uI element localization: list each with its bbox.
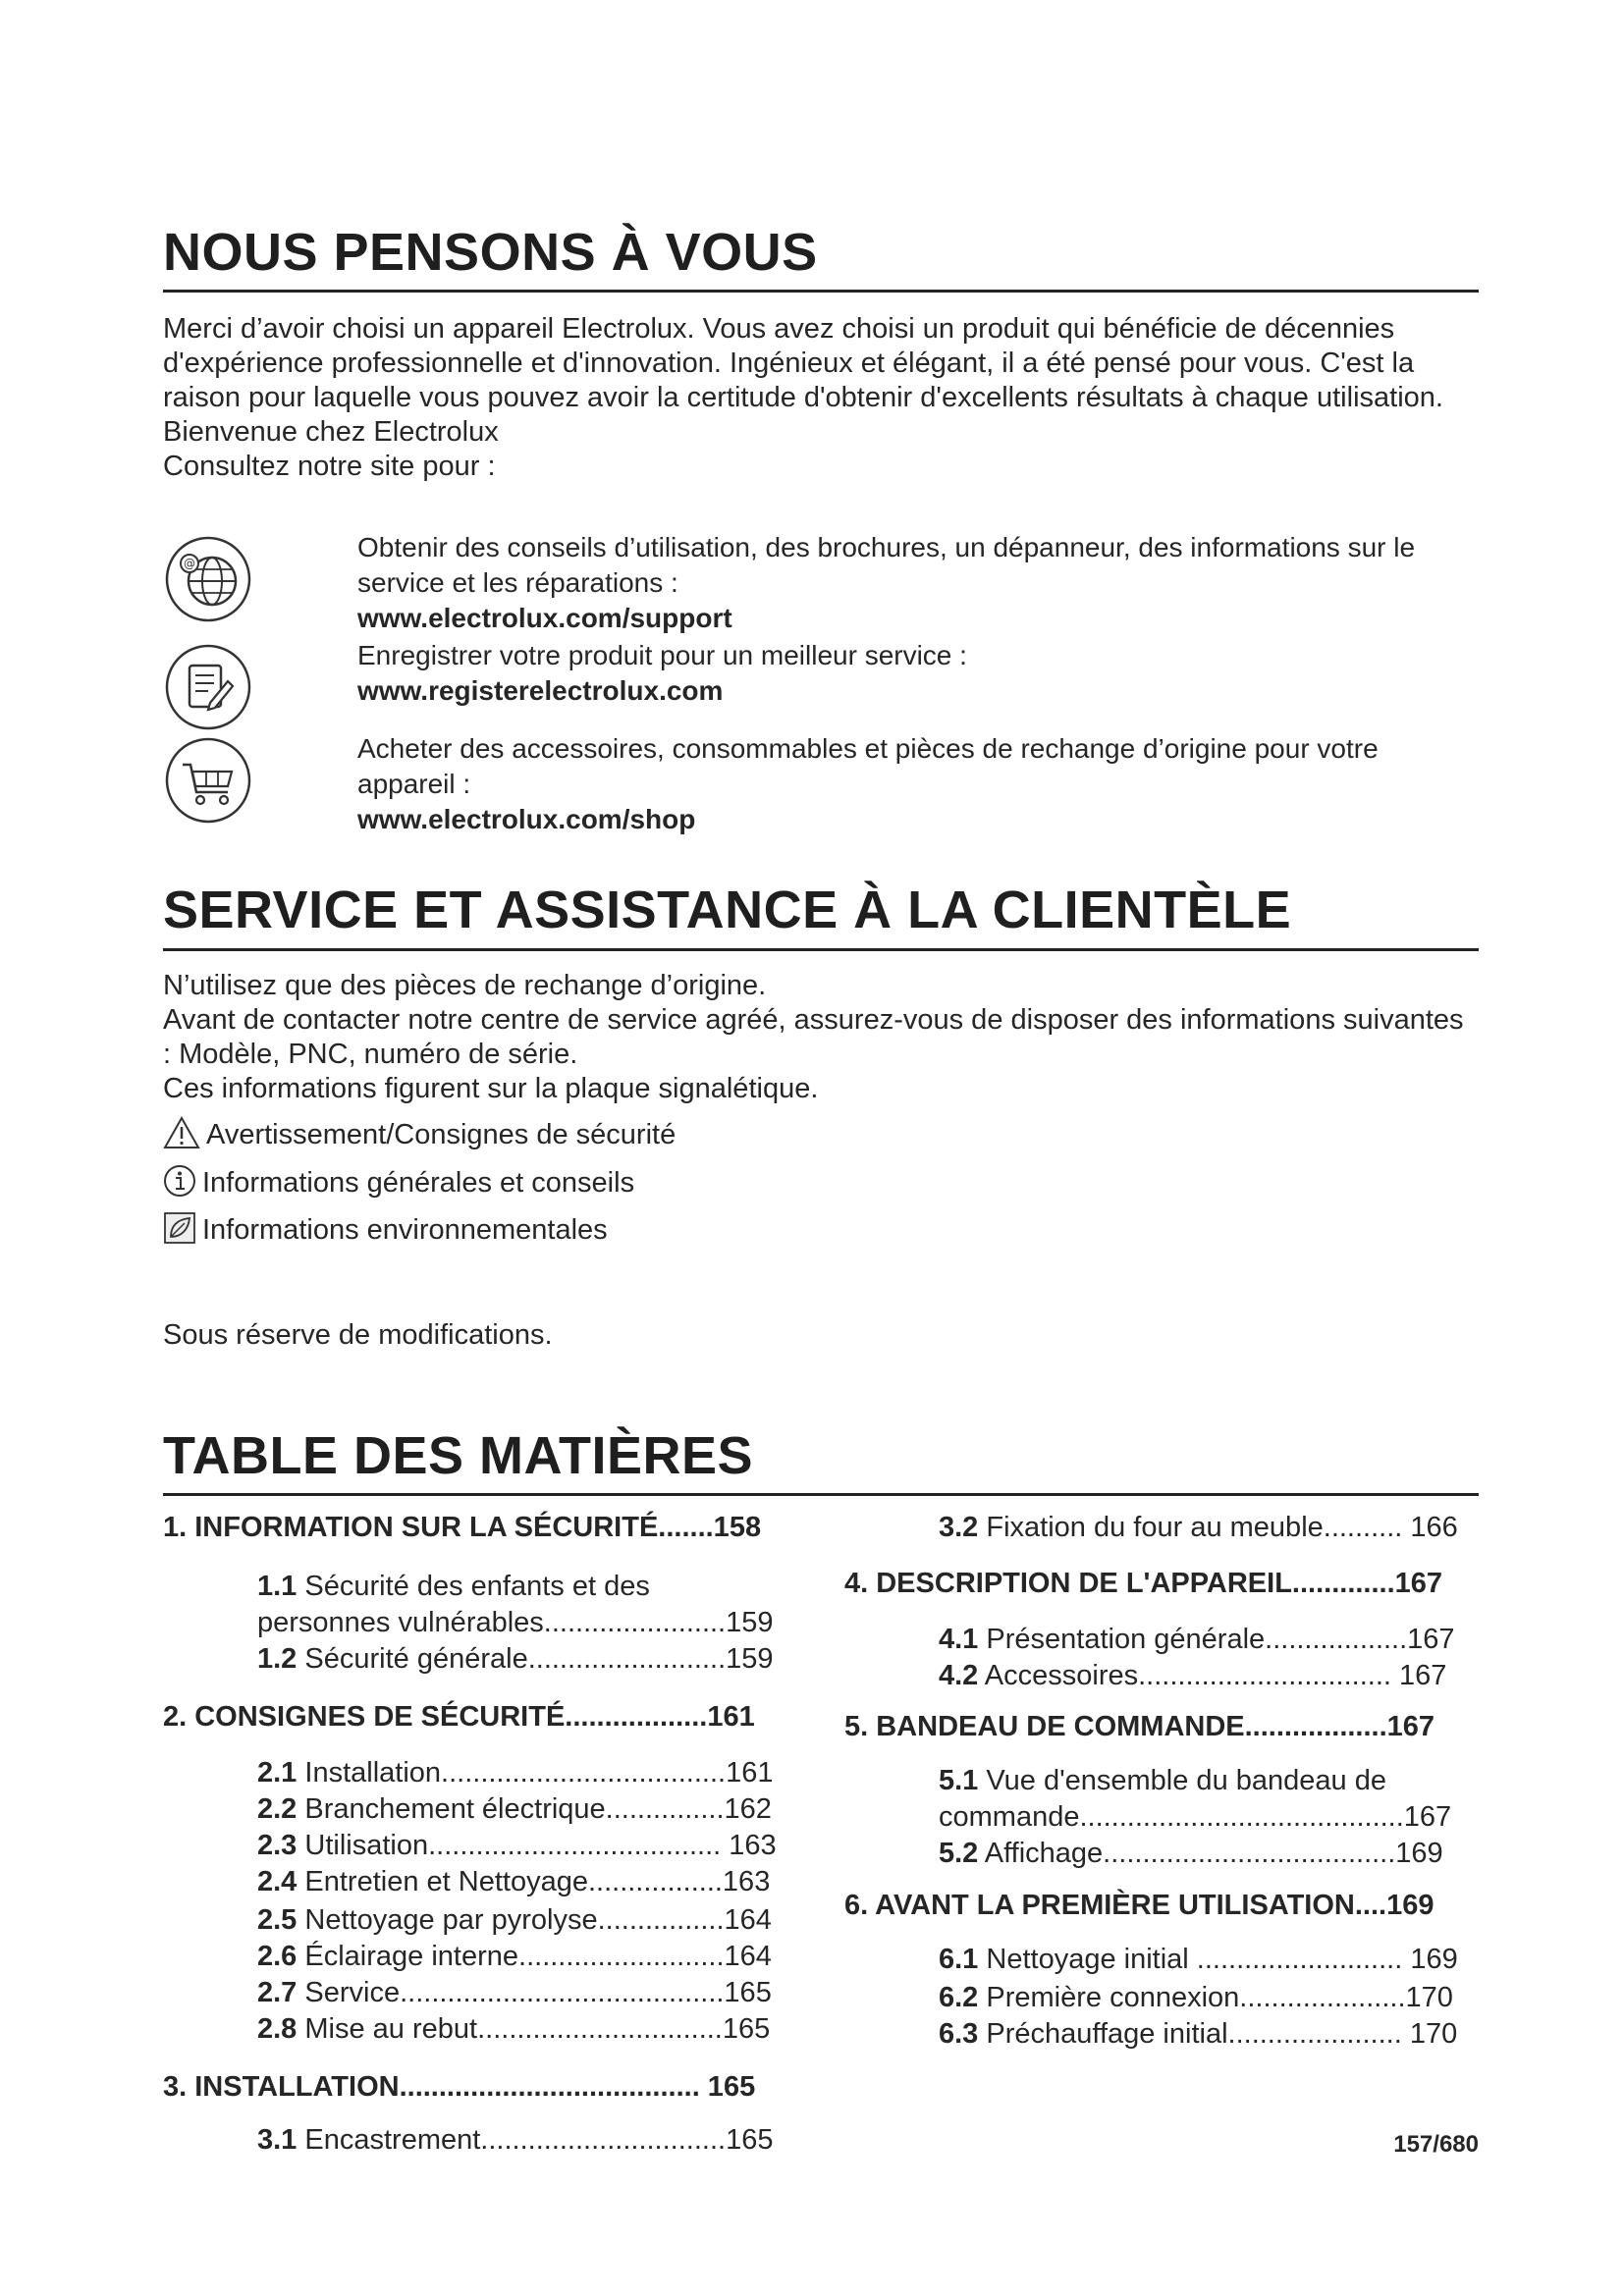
toc-num: 3.2: [939, 1512, 979, 1543]
legend-warning: [163, 1116, 676, 1152]
web-item-shop: [163, 731, 1479, 839]
toc-text: Présentation générale..................167: [986, 1624, 1455, 1655]
web-item-support-text: [357, 530, 1479, 636]
register-description: Enregistrer votre produit pour un meilleur service :: [357, 640, 967, 670]
web-item-register-text: [357, 638, 1479, 709]
legend-info-label: Informations générales et conseils: [202, 1167, 635, 1199]
toc-num: 6.3: [939, 2018, 979, 2050]
service-line-1: N’utilisez que des pièces de rechange d’origine.: [163, 970, 767, 1001]
support-link[interactable]: www.electrolux.com/support: [357, 603, 732, 633]
shopping-cart-icon: [163, 735, 253, 826]
toc-text: Vue d'ensemble du bandeau de: [986, 1765, 1386, 1796]
toc-item-1-2[interactable]: [257, 1643, 774, 1676]
toc-right-column: [844, 1512, 1492, 2061]
toc-num: 2.1: [257, 1757, 298, 1789]
toc-text: Encastrement...............................165: [304, 2124, 774, 2156]
legend-warning-label: Avertissement/Consignes de sécurité: [206, 1119, 677, 1150]
toc-num: 2.2: [257, 1793, 298, 1825]
intro-paragraph: Merci d’avoir choisi un appareil Electrolux. Vous avez choisi un produit qui bénéficie de décennies d'expérience professionnelle et d'innovation. Ingénieux et élégant, il a été pensé pour vous. C'est la raison pour laquelle vous pouvez avoir la certitude d'obtenir d'excellents résultats à chaque utilisation.: [163, 313, 1443, 413]
toc-item-5-2[interactable]: [939, 1838, 1443, 1870]
legend-environment: [163, 1211, 608, 1248]
toc-item-4-2[interactable]: [939, 1660, 1446, 1692]
toc-num: 4.2: [939, 1660, 979, 1691]
toc-item-3-1[interactable]: [257, 2124, 773, 2157]
page-number: 157/680: [1393, 2131, 1479, 2158]
toc-item-2-7[interactable]: [257, 1977, 772, 2009]
toc-item-2-5[interactable]: [257, 1904, 772, 1937]
shop-description: Acheter des accessoires, consommables et pièces de rechange d’origine pour votre appareil :: [357, 733, 1379, 799]
toc-num: 1.2: [257, 1643, 298, 1675]
toc-num: 2.6: [257, 1941, 298, 1972]
toc-text: Utilisation..................................... 163: [304, 1830, 777, 1861]
toc-num: 2.8: [257, 2013, 298, 2045]
toc-item-2-4[interactable]: [257, 1866, 770, 1898]
toc-item-2-8[interactable]: [257, 2013, 770, 2046]
toc-item-4-1[interactable]: [939, 1624, 1455, 1656]
notice-block: [163, 1318, 1479, 1353]
toc-num: 2.5: [257, 1904, 298, 1936]
title-rule: [163, 290, 1479, 293]
toc-text: Nettoyage initial .......................... 169: [986, 1944, 1458, 1975]
toc-item-6-3[interactable]: [939, 2018, 1457, 2051]
warning-icon: [163, 1116, 200, 1149]
toc-text: Installation....................................161: [304, 1757, 774, 1789]
section-title-service: SERVICE ET ASSISTANCE À LA CLIENTÈLE: [163, 881, 1292, 939]
toc-item-2-6[interactable]: [257, 1941, 772, 1973]
legend-info: [163, 1164, 634, 1201]
toc-text: Fixation du four au meuble.......... 166: [986, 1512, 1458, 1543]
toc-text: Préchauffage initial...................... 170: [986, 2018, 1458, 2050]
toc-num: 4.1: [939, 1624, 979, 1655]
environment-leaf-icon: [163, 1211, 196, 1245]
toc-num: 2.7: [257, 1977, 298, 2008]
toc-text: Sécurité générale.........................159: [304, 1643, 774, 1675]
toc-item-6-2[interactable]: [939, 1982, 1453, 2014]
toc-text: Nettoyage par pyrolyse................164: [304, 1904, 772, 1936]
title-rule: [163, 948, 1479, 951]
toc-item-1-1[interactable]: [257, 1571, 650, 1603]
section-title-nous-pensons: NOUS PENSONS À VOUS: [163, 223, 818, 282]
toc-num: 6.1: [939, 1944, 979, 1975]
toc-item-5-1[interactable]: [939, 1765, 1386, 1797]
toc-num: 1.1: [257, 1571, 298, 1602]
toc-item-5-1-cont[interactable]: commande.........................................167: [939, 1801, 1452, 1833]
toc-num: 5.2: [939, 1838, 979, 1869]
toc-item-2-1[interactable]: [257, 1757, 773, 1789]
toc-left-column: [163, 1512, 831, 2160]
consult-line: Consultez notre site pour :: [163, 451, 496, 482]
toc-text: Accessoires................................ 167: [984, 1660, 1447, 1691]
web-item-shop-text: [357, 731, 1479, 837]
legend-environment-label: Informations environnementales: [202, 1214, 608, 1246]
toc-item-3-2[interactable]: [939, 1512, 1458, 1544]
toc-item-6-1[interactable]: [939, 1944, 1458, 1976]
toc-section-6[interactable]: 6. AVANT LA PREMIÈRE UTILISATION....169: [844, 1890, 1435, 1921]
toc-text: Service.........................................165: [304, 1977, 772, 2008]
modification-notice: Sous réserve de modifications.: [163, 1319, 553, 1351]
toc-section-1[interactable]: 1. INFORMATION SUR LA SÉCURITÉ.......158: [163, 1512, 762, 1543]
service-block: [163, 969, 1479, 1106]
intro-block: [163, 312, 1479, 484]
toc-num: 5.1: [939, 1765, 979, 1796]
shop-link[interactable]: www.electrolux.com/shop: [357, 804, 696, 834]
title-rule: [163, 1493, 1479, 1496]
toc-num: 2.3: [257, 1830, 298, 1861]
toc-text: Mise au rebut...............................165: [304, 2013, 771, 2045]
toc-num: 3.1: [257, 2124, 298, 2156]
toc-item-1-1-cont[interactable]: personnes vulnérables.......................159: [257, 1607, 774, 1638]
toc-num: 2.4: [257, 1866, 298, 1897]
toc-text: Première connexion.....................170: [986, 1982, 1453, 2013]
welcome-line: Bienvenue chez Electrolux: [163, 416, 499, 448]
web-item-register: [163, 638, 1479, 736]
svg-text:@: @: [184, 557, 195, 570]
toc-text: Branchement électrique...............162: [304, 1793, 772, 1825]
toc-text: Éclairage interne..........................164: [304, 1941, 772, 1972]
toc-section-2[interactable]: 2. CONSIGNES DE SÉCURITÉ..................161: [163, 1701, 755, 1733]
register-form-icon: [163, 642, 253, 732]
support-description: Obtenir des conseils d’utilisation, des brochures, un dépanneur, des informations sur le service et les réparations :: [357, 532, 1416, 598]
service-line-3: Ces informations figurent sur la plaque signalétique.: [163, 1073, 819, 1104]
toc-item-2-3[interactable]: [257, 1830, 777, 1862]
globe-web-icon: [163, 534, 253, 624]
web-item-support: [163, 530, 1479, 638]
toc-section-5[interactable]: 5. BANDEAU DE COMMANDE..................167: [844, 1711, 1435, 1742]
toc-section-4[interactable]: 4. DESCRIPTION DE L'APPAREIL.............167: [844, 1568, 1443, 1599]
toc-text: Sécurité des enfants et des: [304, 1571, 650, 1602]
toc-num: 6.2: [939, 1982, 979, 2013]
toc-text: Entretien et Nettoyage.................163: [304, 1866, 771, 1897]
register-link[interactable]: www.registerelectrolux.com: [357, 675, 724, 706]
service-line-2: Avant de contacter notre centre de service agréé, assurez-vous de disposer des informations suivantes : Modèle, PNC, numéro de série.: [163, 1004, 1464, 1070]
section-title-toc: TABLE DES MATIÈRES: [163, 1426, 754, 1485]
info-icon: [163, 1164, 196, 1198]
toc-item-2-2[interactable]: [257, 1793, 772, 1826]
toc-section-3[interactable]: 3. INSTALLATION...................................... 165: [163, 2071, 756, 2103]
toc-text: Affichage.....................................169: [984, 1838, 1443, 1869]
